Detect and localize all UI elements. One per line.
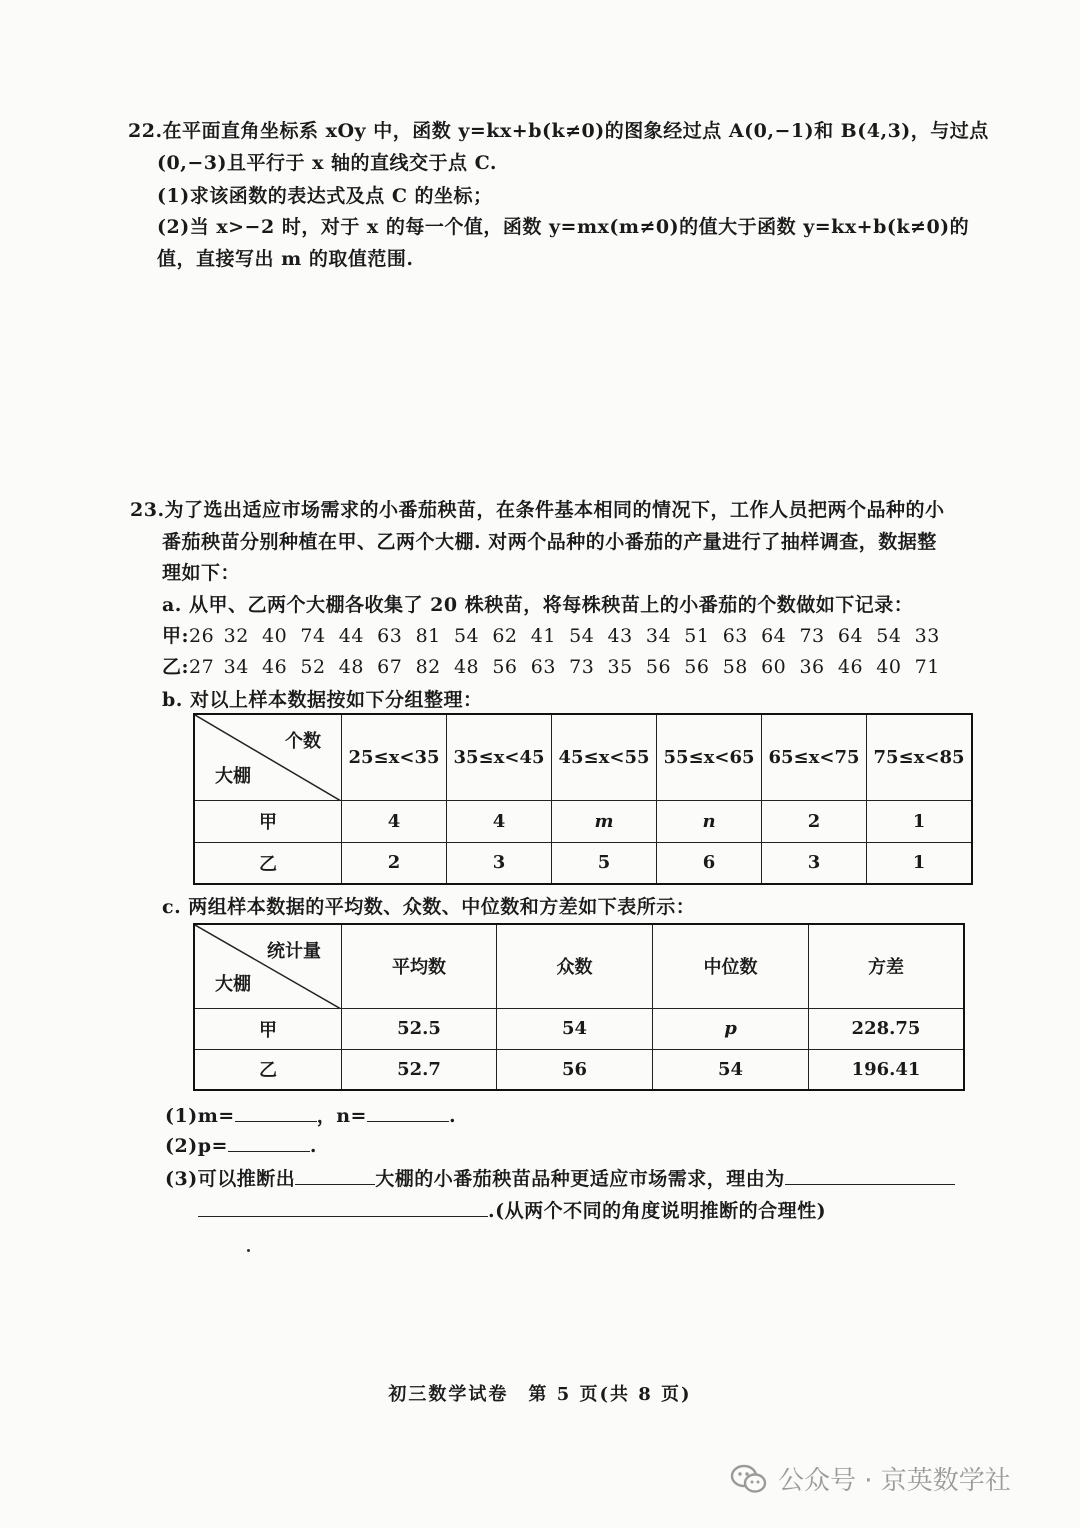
- table2-cell: 54: [497, 1008, 653, 1049]
- answer-3-continued: [198, 1196, 826, 1223]
- table1-cell: 3: [762, 842, 867, 884]
- answer-blank-reason-1[interactable]: [785, 1166, 955, 1185]
- table1-cell: 2: [342, 842, 447, 884]
- data-value: 64: [761, 625, 787, 647]
- q22-part-1: (1)求该函数的表达式及点 C 的坐标；: [157, 185, 493, 207]
- answer-blank-p[interactable]: [228, 1133, 310, 1152]
- data-value: 58: [722, 656, 748, 678]
- answer-2-prefix: (2)p=: [165, 1135, 228, 1157]
- data-value: 44: [338, 625, 364, 647]
- data-value: 48: [338, 656, 364, 678]
- table1-header-row: [194, 714, 972, 800]
- page-footer: 初三数学试卷 第 5 页(共 8 页): [388, 1384, 692, 1405]
- table1-cell: 4: [342, 800, 447, 842]
- table1-cell: 1: [867, 800, 973, 842]
- data-value: 54: [876, 625, 902, 647]
- data-value: 52: [300, 656, 326, 678]
- wechat-icon: [730, 1464, 768, 1494]
- data-value: 63: [530, 656, 556, 678]
- answer-blank-n[interactable]: [367, 1103, 449, 1122]
- data-value: 34: [223, 656, 249, 678]
- data-value: 63: [377, 625, 403, 647]
- data-value: 56: [684, 656, 710, 678]
- table1-header: 65≤x<75: [762, 714, 867, 800]
- answer-blank-greenhouse[interactable]: [295, 1166, 375, 1185]
- jia-label: 甲:: [162, 625, 190, 647]
- data-value: 63: [722, 625, 748, 647]
- table1-cell: m: [552, 800, 657, 842]
- table1-row-label: 甲: [194, 800, 342, 842]
- watermark: [730, 1460, 1011, 1497]
- table1-row-yi: [194, 842, 972, 884]
- table2-corner-top: 统计量: [267, 941, 321, 962]
- data-value: 82: [415, 656, 441, 678]
- table2-cell: 54: [653, 1049, 809, 1090]
- answer-1-mid: ，n=: [316, 1105, 367, 1127]
- table2-header-row: [194, 924, 964, 1008]
- table2-row-yi: [194, 1049, 964, 1090]
- data-value: 46: [262, 656, 288, 678]
- data-value: 56: [645, 656, 672, 678]
- data-value: 36: [799, 656, 825, 678]
- q23-part-a: a. 从甲、乙两个大棚各收集了 20 株秧苗，将每株秧苗上的小番茄的个数做如下记录：: [162, 594, 914, 616]
- table1-cell: 4: [447, 800, 552, 842]
- table2-cell: 228.75: [809, 1008, 965, 1049]
- data-value: 40: [876, 656, 902, 678]
- data-value: 51: [684, 625, 710, 647]
- statistics-table: [193, 923, 965, 1091]
- table1-header: 55≤x<65: [657, 714, 762, 800]
- answer-2-end: .: [309, 1135, 318, 1157]
- table1-corner-cell: [194, 714, 342, 800]
- data-value: 71: [914, 656, 940, 678]
- table1-row-jia: [194, 800, 972, 842]
- data-value: 43: [607, 625, 633, 647]
- data-value: 67: [377, 656, 403, 678]
- table2-cell: 196.41: [809, 1049, 965, 1090]
- answer-3-prefix: (3)可以推断出: [165, 1168, 296, 1190]
- answer-3-end: .(从两个不同的角度说明推断的合理性): [488, 1200, 827, 1222]
- data-value: 64: [837, 625, 864, 647]
- table1-header: 25≤x<35: [342, 714, 447, 800]
- q22-line-1: 22.在平面直角坐标系 xOy 中，函数 y=kx+b(k≠0)的图象经过点 A(0,−1)和 B(4,3)，与过点: [128, 120, 989, 142]
- data-value: 54: [569, 625, 595, 647]
- table1-header: 75≤x<85: [867, 714, 973, 800]
- data-value: 33: [914, 625, 940, 647]
- data-value: 48: [453, 656, 480, 678]
- table1-header: 35≤x<45: [447, 714, 552, 800]
- answer-1: [165, 1101, 456, 1128]
- table2-row-label: 甲: [194, 1008, 342, 1049]
- table2-corner-cell: [194, 924, 342, 1008]
- data-value: 46: [837, 656, 864, 678]
- table1-cell: 3: [447, 842, 552, 884]
- yi-label: 乙:: [162, 656, 190, 678]
- q22-part-2a: (2)当 x>−2 时，对于 x 的每一个值，函数 y=mx(m≠0)的值大于函数 y=kx+b(k≠0)的: [157, 216, 970, 238]
- table1-cell: 6: [657, 842, 762, 884]
- watermark-text: 公众号 · 京英数学社: [778, 1466, 1011, 1496]
- table2-corner-bottom: 大棚: [215, 973, 251, 995]
- answer-blank-reason-2[interactable]: [198, 1198, 488, 1217]
- frequency-table: [193, 713, 973, 885]
- table2-row-label: 乙: [194, 1049, 342, 1090]
- data-value: 26: [189, 625, 215, 647]
- data-value: 56: [492, 656, 518, 678]
- table1-cell: 5: [552, 842, 657, 884]
- table2-cell: 56: [497, 1049, 653, 1090]
- answer-2: [165, 1133, 317, 1157]
- table2-cell: 52.5: [342, 1008, 497, 1049]
- data-value: 81: [415, 625, 441, 647]
- table1-cell: 2: [762, 800, 867, 842]
- q22-line-2: (0,−3)且平行于 x 轴的直线交于点 C.: [157, 152, 498, 174]
- answer-3: [165, 1164, 955, 1191]
- q23-line-3: 理如下：: [162, 562, 241, 584]
- stray-mark: [247, 1249, 250, 1252]
- table1-cell: 1: [867, 842, 973, 884]
- data-value: 34: [645, 625, 672, 647]
- table2-row-jia: [194, 1008, 964, 1049]
- table1-corner-top: 个数: [285, 731, 321, 752]
- answer-1-prefix: (1)m=: [165, 1105, 235, 1127]
- q23-line-1: 23.为了选出适应市场需求的小番茄秧苗，在条件基本相同的情况下，工作人员把两个品种的小: [130, 499, 945, 521]
- answer-3-mid: 大棚的小番茄秧苗品种更适应市场需求，理由为: [375, 1168, 785, 1190]
- jia-values: [189, 625, 946, 647]
- data-value: 73: [799, 625, 825, 647]
- data-value: 41: [530, 625, 556, 647]
- data-value: 74: [300, 625, 326, 647]
- data-value: 40: [262, 625, 288, 647]
- answer-1-end: .: [448, 1105, 457, 1127]
- table2-header: 平均数: [342, 924, 497, 1008]
- table2-cell: 52.7: [342, 1049, 497, 1090]
- table1-cell: n: [657, 800, 762, 842]
- table2-cell: p: [653, 1008, 809, 1049]
- data-value: 32: [223, 625, 249, 647]
- table1-corner-bottom: 大棚: [215, 765, 251, 787]
- yi-values: [189, 656, 946, 678]
- table2-header: 众数: [497, 924, 653, 1008]
- data-value: 73: [569, 656, 595, 678]
- q23-part-b: b. 对以上样本数据按如下分组整理：: [162, 689, 483, 711]
- jia-data-row: [162, 621, 946, 648]
- table1-header: 45≤x<55: [552, 714, 657, 800]
- data-value: 35: [607, 656, 633, 678]
- data-value: 54: [453, 625, 480, 647]
- data-value: 27: [189, 656, 215, 678]
- q22-part-2b: 值，直接写出 m 的取值范围.: [157, 248, 414, 270]
- q23-line-2: 番茄秧苗分别种植在甲、乙两个大棚. 对两个品种的小番茄的产量进行了抽样调查，数据整: [162, 531, 937, 553]
- table1-row-label: 乙: [194, 842, 342, 884]
- data-value: 60: [761, 656, 787, 678]
- answer-blank-m[interactable]: [235, 1103, 317, 1122]
- table2-header: 中位数: [653, 924, 809, 1008]
- yi-data-row: [162, 652, 946, 679]
- q23-part-c: c. 两组样本数据的平均数、众数、中位数和方差如下表所示：: [162, 896, 696, 918]
- data-value: 62: [492, 625, 518, 647]
- table2-header: 方差: [809, 924, 965, 1008]
